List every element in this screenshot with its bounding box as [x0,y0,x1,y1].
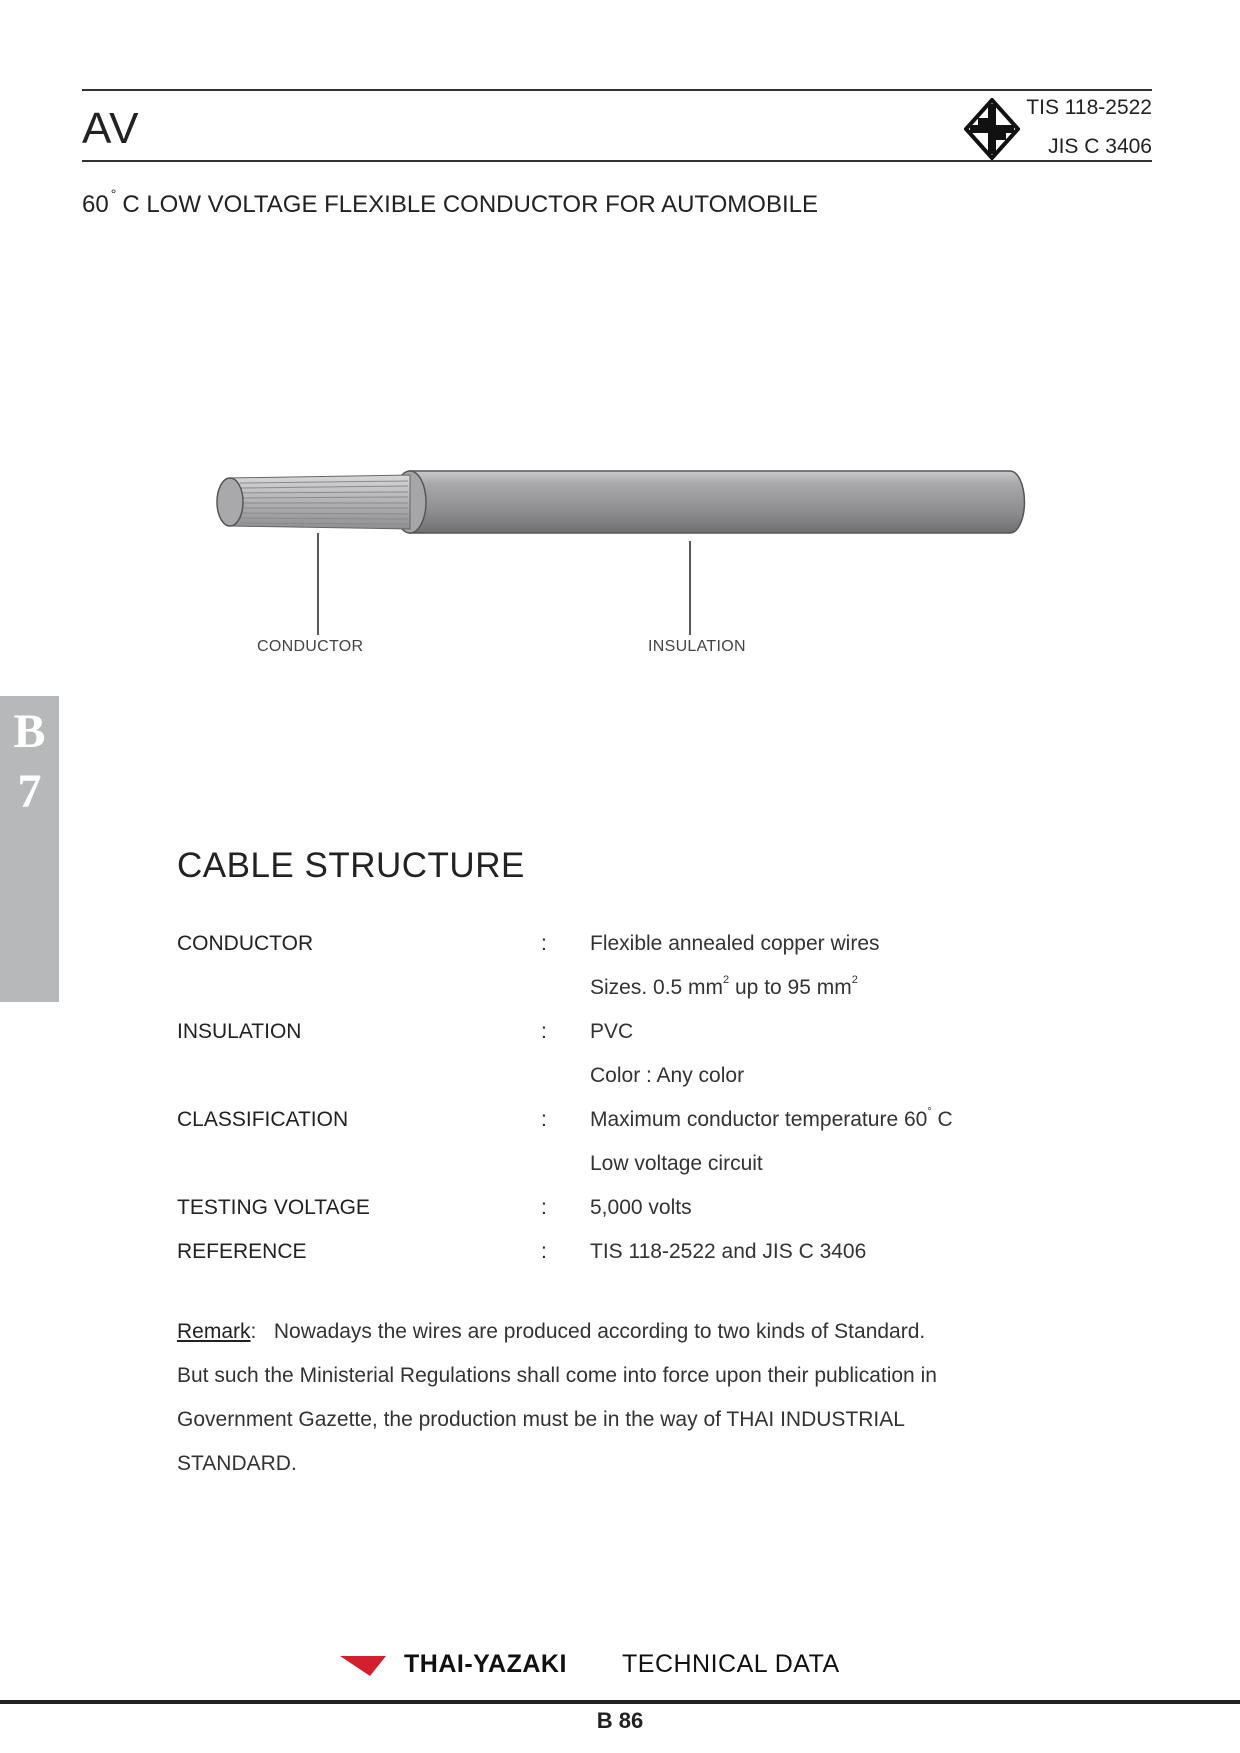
spec-value: 5,000 volts [590,1196,692,1219]
remark-paragraph [177,1310,937,1486]
spec-value-color: Color : Any color [590,1064,745,1087]
spec-value-sizes: Sizes. 0.5 $mm^2$ up to 95 $mm^2$ [590,974,858,999]
spec-value: Maximum conductor temperature 60° C [590,1106,953,1131]
spec-separator: : [541,932,547,955]
insulation-label: INSULATION [648,638,746,655]
remark-colon: : [250,1320,257,1343]
footer-rule [0,1700,1240,1704]
standard-tis: TIS 118-2522 [1026,96,1152,119]
spec-key: CLASSIFICATION [177,1108,349,1131]
spec-separator: : [541,1020,547,1043]
spec-row-insulation [177,1020,1077,1050]
spec-value: Flexible annealed copper wires [590,932,880,955]
footer-technical-data: TECHNICAL DATA [622,1650,840,1678]
spec-row-classification-2 [177,1152,1077,1182]
cable-diagram [210,455,1040,655]
spec-key: INSULATION [177,1020,302,1043]
spec-key: REFERENCE [177,1240,307,1263]
remark-label: Remark [177,1320,251,1343]
spec-row-color [177,1064,1077,1094]
side-tab-letter: B [13,705,46,758]
header-bottom-rule [82,160,1152,162]
spec-row-sizes [177,976,1077,1006]
product-subtitle [82,186,818,219]
spec-value: TIS 118-2522 and JIS C 3406 [590,1240,867,1263]
spec-key: CONDUCTOR [177,932,314,955]
tis-standard-mark-icon [964,98,1020,160]
spec-key: TESTING VOLTAGE [177,1196,370,1219]
spec-value: PVC [590,1020,634,1043]
conductor-strands [217,475,410,529]
spec-row-testing-voltage [177,1196,1077,1226]
footer-brand: THAI-YAZAKI [404,1650,567,1678]
conductor-label: CONDUCTOR [257,638,364,655]
degree-symbol: ° [110,186,117,202]
spec-row-reference [177,1240,1077,1270]
yazaki-flag-icon [340,1652,386,1678]
remark-text: Nowadays the wires are produced according to two kinds of Standard. But such the Ministerial Regulations shall come into force upon their publication in Government Gazette, the production must be in the way of THAI INDUSTRIAL STANDARD. [177,1320,937,1475]
subtitle-text: C LOW VOLTAGE FLEXIBLE CONDUCTOR FOR AUTOMOBILE [122,191,818,218]
side-tab-number: 7 [17,765,42,818]
spec-separator: : [541,1196,547,1219]
header-top-rule [82,89,1152,91]
spec-row-conductor [177,932,1077,962]
spec-separator: : [541,1108,547,1131]
page-number: B 86 [596,1708,644,1733]
cable-structure-title: CABLE STRUCTURE [177,846,525,885]
subtitle-temperature: 60 [82,191,109,218]
insulation-sheath [394,471,1024,533]
section-side-tab [0,696,59,1002]
spec-value-circuit: Low voltage circuit [590,1152,763,1175]
standard-jis: JIS C 3406 [1048,135,1152,158]
spec-row-classification [177,1108,1077,1138]
model-title: AV [82,104,140,153]
spec-separator: : [541,1240,547,1263]
